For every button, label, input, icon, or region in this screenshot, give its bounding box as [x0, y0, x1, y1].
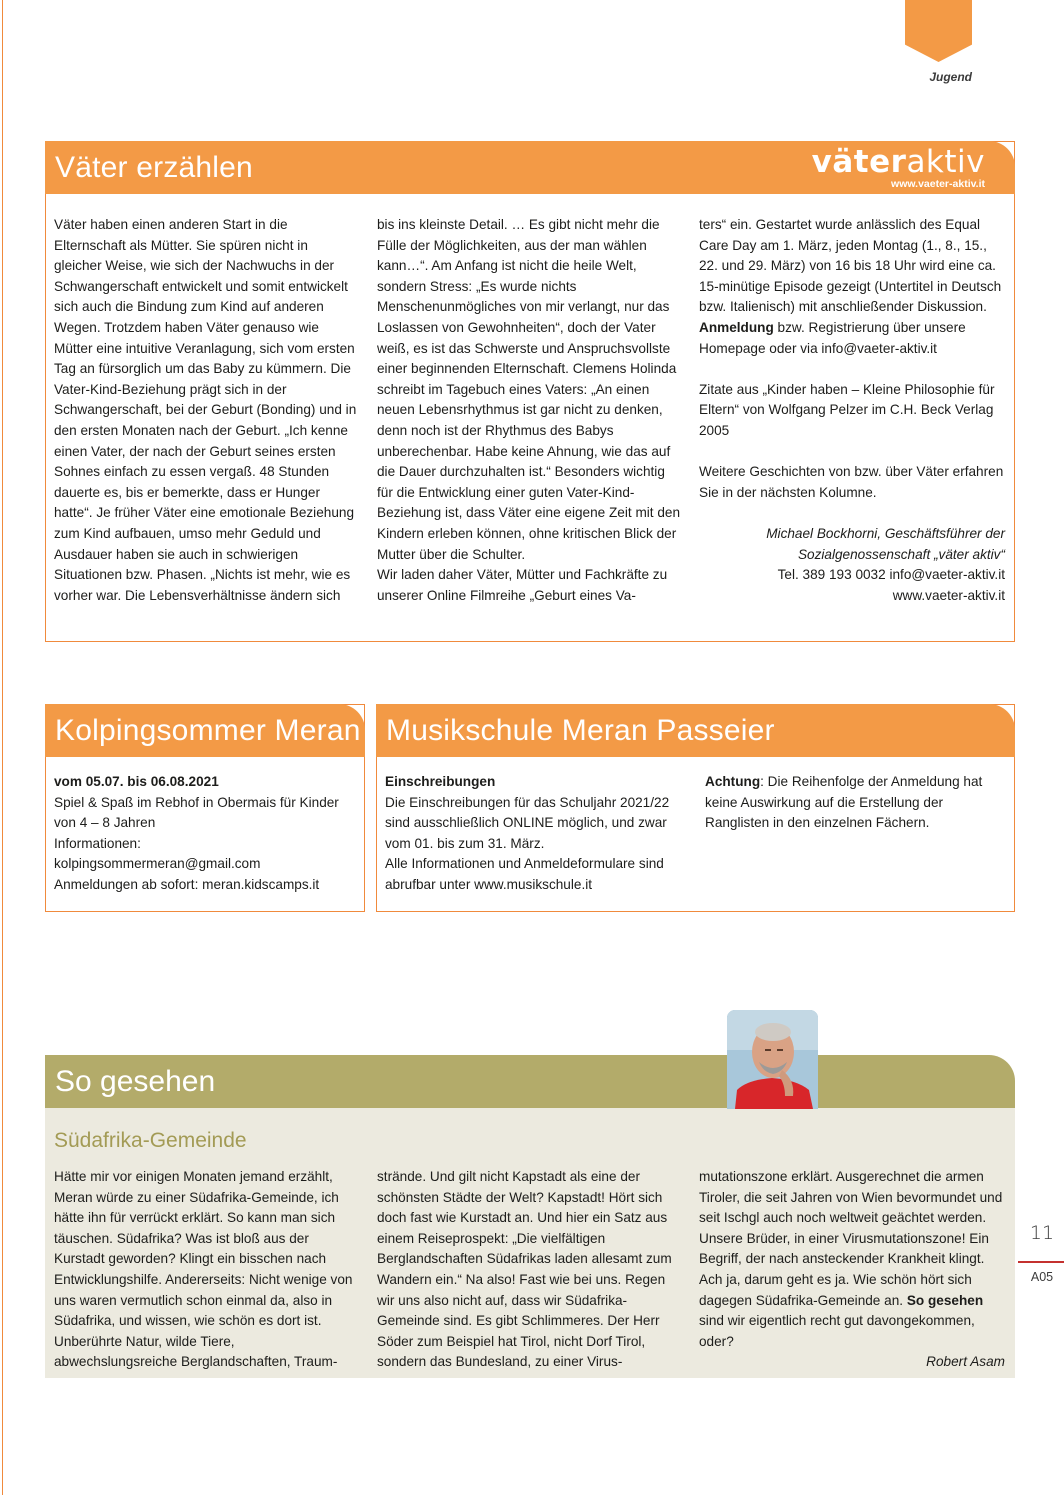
sogesehen-column-1: Hätte mir vor einigen Monaten jemand erzählt, Meran würde zu einer Südafrika-Gemeinde, ich hätte ihn für verrückt erklärt. So kann man sich täuschen. Südafrika? Was ist bloß aus der Kurstadt geworden? Klingt ein bisschen nach Entwicklungshilfe. Andererseits: Nicht wenige von uns waren vermutlich schon einmal da, also in Südafrika, und wissen, wie schön es dort ist. Unberührte Natur, wilde Tiere, abwechslungsreiche Berglandschaften, Traum- [54, 1169, 353, 1370]
signature-org: Sozialgenossenschaft „väter aktiv“ [797, 546, 1005, 562]
sogesehen-title: So gesehen [55, 1064, 216, 1098]
page-number: 11 [1029, 1222, 1055, 1244]
section-label: Jugend [929, 70, 972, 84]
vaeter-title-bar [45, 141, 1015, 194]
sogesehen-subtitle: Südafrika-Gemeinde [54, 1129, 247, 1152]
musik-column-1: Einschreibungen Die Einschreibungen für das Schuljahr 2021/22 sind ausschließlich ONLINE möglich, und zwar vom 01. bis zum 31. März. Alle Informationen und Anmeldeformulare sind abrufbar unter www.musikschule.it [385, 774, 670, 892]
author-photo [727, 1010, 818, 1109]
vaeter-title: Väter erzählen [55, 150, 253, 184]
vaeter-logo-url: www.vaeter-aktiv.it [891, 178, 985, 190]
vaeter-column-1: Väter haben einen anderen Start in die Elternschaft als Mütter. Sie spüren nicht in gleicher Weise, wie sich der Nachwuchs in der Schwangerschaft entwickelt und somit entwickelt sich auch die Bindung zum Kind auf anderen Wegen. Trotzdem haben Väter genauso wie Mütter eine intuitive Veranlagung, sich vom ersten Tag an fürsorglich um das Baby zu kümmern. Die Vater-Kind-Beziehung prägt sich in der Schwangerschaft, bei der Geburt (Bonding) und in den ersten Monaten nach der Geburt. „Ich kenne einen Vater, der nach der Geburt seines ersten Sohnes einfach zu essen vergaß. 48 Stunden dauerte es, bis er bemerkte, dass er Hunger hatte“. Je früher Väter eine emotionale Beziehung zum Kind aufbauen, umso mehr Geduld und Ausdauer haben sie auch in schwierigen Situationen bzw. Phasen. „Nichts ist mehr, wie es vorher war. Die Lebensverhältnisse ändern sich [54, 217, 357, 603]
vaeter-aktiv-logo: väteraktiv www.vaeter-aktiv.it [811, 144, 985, 190]
kolping-title-bar [45, 704, 365, 757]
signature-contact: Tel. 389 193 0032 info@vaeter-aktiv.it [777, 567, 1005, 583]
page-number-rule [1018, 1261, 1064, 1263]
sogesehen-column-2: strände. Und gilt nicht Kapstadt als eine der schönsten Städte der Welt? Kapstadt! Hört sich doch fast wie Kurstadt an. Und hier ein Satz aus einem Reiseprospekt: „Die vielfältigen Berglandschaften Südafrikas laden allesamt zum Wandern ein.“ Na also! Fast wie bei uns. Regen wir uns also nicht auf, dass wir Südafrika-Gemeinde sind. Es gibt Schlimmeres. Der Herr Söder zum Beispiel hat Tirol, nicht Dorf Tirol, sondern das Bundesland, zu einer Virus- [377, 1169, 672, 1370]
vaeter-column-3: ters“ ein. Gestartet wurde anlässlich des Equal Care Day am 1. März, jeden Montag (1., 8., 15., 22. und 29. März) von 16 bis 18 Uhr wird eine ca. 15-minütige Episode gezeigt (Untertitel in Deutsch bzw. Italienisch) mit anschließender Diskussion. Anmeldung bzw. Registrierung über unsere Homepage oder via info@vaeter-aktiv.it Zitate aus „Kinder haben – Kleine Philosophie für Eltern“ von Wolfgang Pelzer im C.H. Beck Verlag 2005 Weitere Geschichten von bzw. über Väter erfahren Sie in der nächsten Kolumne. Michael Bockhorni, Geschäftsführer der Sozialgenossenschaft „väter aktiv“ Tel. 389 193 0032 info@vaeter-aktiv.it www.vaeter-aktiv.it [699, 215, 1005, 606]
vaeter-column-2: bis ins kleinste Detail. … Es gibt nicht mehr die Fülle der Möglichkeiten, aus der man wählen kann…“. Am Anfang ist nicht die heile Welt, sondern Stress: „Es wurde nichts Menschenunmögliches von mir verlangt, nur das Loslassen von Gewohnheiten“, doch der Vater weiß, es ist das Schwerste und Anspruchsvollste einer beginnenden Elternschaft. Clemens Holinda schreibt im Tagebuch eines Vaters: „An einen neuen Lebensrhythmus ist gar nicht zu denken, denn noch ist der Rhythmus des Babys unberechenbar. Habe keine Ahnung, wie das auf die Dauer durchzuhalten ist.“ Besonders wichtig für die Entwicklung einer guten Vater-Kind-Beziehung ist, dass Väter eine eigene Zeit mit den Kindern erleben können, ohne kritischen Blick der Mutter über die Schulter. Wir laden daher Väter, Mütter und Fachkräfte zu unserer Online Filmreihe „Geburt eines Va- [377, 217, 681, 603]
signature-web: www.vaeter-aktiv.it [892, 587, 1005, 603]
section-tab [905, 0, 972, 62]
kolping-title: Kolpingsommer Meran [55, 713, 361, 747]
issue-code: A05 [1030, 1270, 1054, 1284]
musik-column-2: Achtung: Die Reihenfolge der Anmeldung hat keine Auswirkung auf die Erstellung der Ranglisten in den einzelnen Fächern. [705, 774, 983, 831]
sogesehen-column-3: mutationszone erklärt. Ausgerechnet die armen Tiroler, die seit Jahren von Wien bevormundet und seit Ischgl auch noch weltweit geächtet werden. Unsere Brüder, in einer Virusmutationszone! Ein Begriff, der nach ansteckender Krankheit klingt. Ach ja, darum geht es ja. Wie schön hört sich dagegen Südafrika-Gemeinde an. So gesehen sind wir eigentlich recht gut davongekommen, oder? Robert Asam [699, 1167, 1005, 1373]
sogesehen-title-bar [45, 1055, 1015, 1108]
page-edge-rule [2, 0, 3, 1495]
kolping-text: vom 05.07. bis 06.08.2021 Spiel & Spaß im Rebhof in Obermais für Kinder von 4 – 8 Jahren Informationen: kolpingsommermeran@gmail.com Anmeldungen ab sofort: meran.kidscamps.it [54, 774, 339, 892]
signature-name: Michael Bockhorni, Geschäftsführer der [766, 525, 1005, 541]
author-portrait-image [727, 1010, 818, 1109]
musik-title: Musikschule Meran Passeier [386, 713, 775, 747]
musik-title-bar [376, 704, 1015, 757]
sogesehen-author: Robert Asam [926, 1354, 1005, 1370]
